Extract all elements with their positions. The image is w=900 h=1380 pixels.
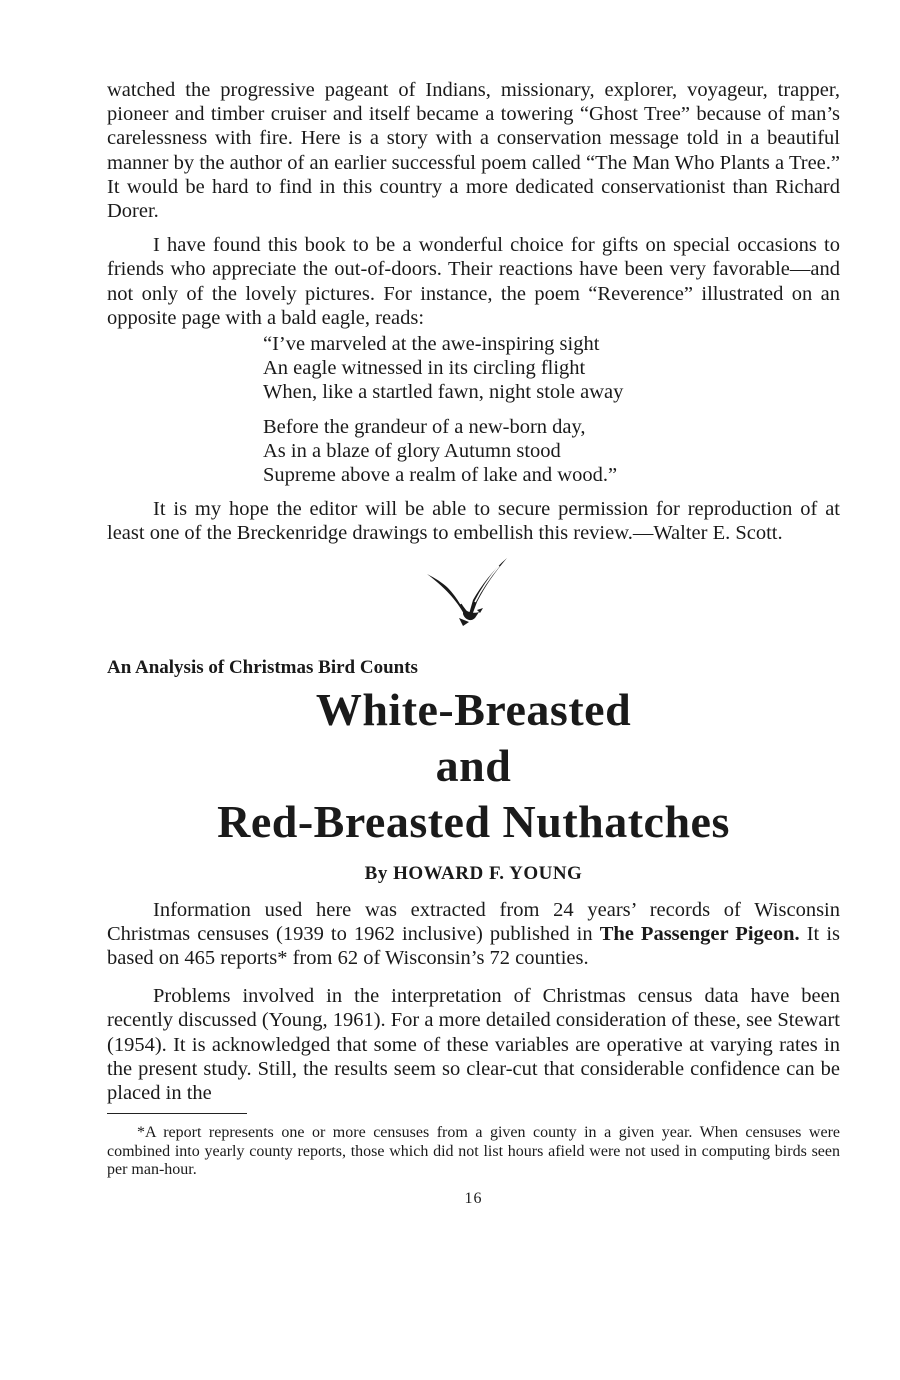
footnote: *A report represents one or more censuses from a given county in a given year. When censuses were combined into yearly county reports, those which did not list hours afield were not used in computing birds seen per man-hour.	[107, 1124, 840, 1179]
review-paragraph-3: It is my hope the editor will be able to secure permission for reproduction of at least one of the Breckenridge drawings to embellish this review.—Walter E. Scott.	[107, 498, 840, 545]
title-line: White-Breasted	[315, 683, 632, 735]
byline: By HOWARD F. YOUNG	[364, 862, 583, 884]
review-paragraph-2: I have found this book to be a wonderful choice for gifts on special occasions to friends who appreciate the out-of-doors. Their reactions have been very favorable—and not only of the lovely pictures. For instance, the poem “Reverence” illustrated on an opposite page with a bald eagle, reads:	[107, 234, 840, 329]
poem-line: “I’ve marveled at the awe-inspiring sight	[263, 333, 600, 356]
poem-stanza	[263, 332, 840, 405]
review-paragraph-1: watched the progressive pageant of Indians, missionary, explorer, voyageur, trapper, pioneer and timber cruiser and itself became a towering “Ghost Tree” because of man’s carelessness with fire. Here is a story with a conservation message told in a beautiful manner by the author of an earlier successful poem called “The Man Who Plants a Tree.” It would be hard to find in this country a more dedicated conservationist than Richard Dorer.	[107, 79, 840, 223]
poem-line: When, like a startled fawn, night stole away	[263, 381, 624, 404]
article-title	[107, 682, 840, 850]
poem-line: As in a blaze of glory Autumn stood	[263, 439, 561, 462]
journal-title: The Passenger Pigeon.	[599, 922, 800, 945]
article-paragraph-1-text-end: It is based on 465 reports* from 62 of Wisconsin’s 72 counties.	[107, 922, 840, 970]
poem-stanza	[263, 415, 840, 488]
flying-bird-icon	[425, 556, 511, 626]
poem-reverence	[263, 332, 840, 487]
article-paragraph-2: Problems involved in the interpretation of Christmas census data have been recently discussed (Young, 1961). For a more detailed consideration of these, see Stewart (1954). It is acknowledged that some of these variables are operative at varying rates in the present study. Still, the results seem so clear-cut that considerable confidence can be placed in the	[107, 985, 840, 1105]
page	[107, 78, 840, 1208]
poem-line: Supreme above a realm of lake and wood.”	[263, 464, 618, 487]
article-paragraph-1	[107, 898, 840, 971]
article-kicker: An Analysis of Christmas Bird Counts	[107, 656, 418, 678]
poem-line: An eagle witnessed in its circling flight	[263, 357, 586, 380]
footnote-divider	[107, 1113, 247, 1114]
title-line: and	[435, 739, 512, 791]
title-line: Red-Breasted Nuthatches	[217, 795, 730, 847]
page-number: 16	[464, 1189, 483, 1207]
poem-line: Before the grandeur of a new-born day,	[263, 415, 586, 438]
article-paragraph-1-text: Information used here was extracted from 24 years’ records of Wisconsin Christmas censuses (1939 to 1962 inclusive) published in	[107, 898, 840, 945]
